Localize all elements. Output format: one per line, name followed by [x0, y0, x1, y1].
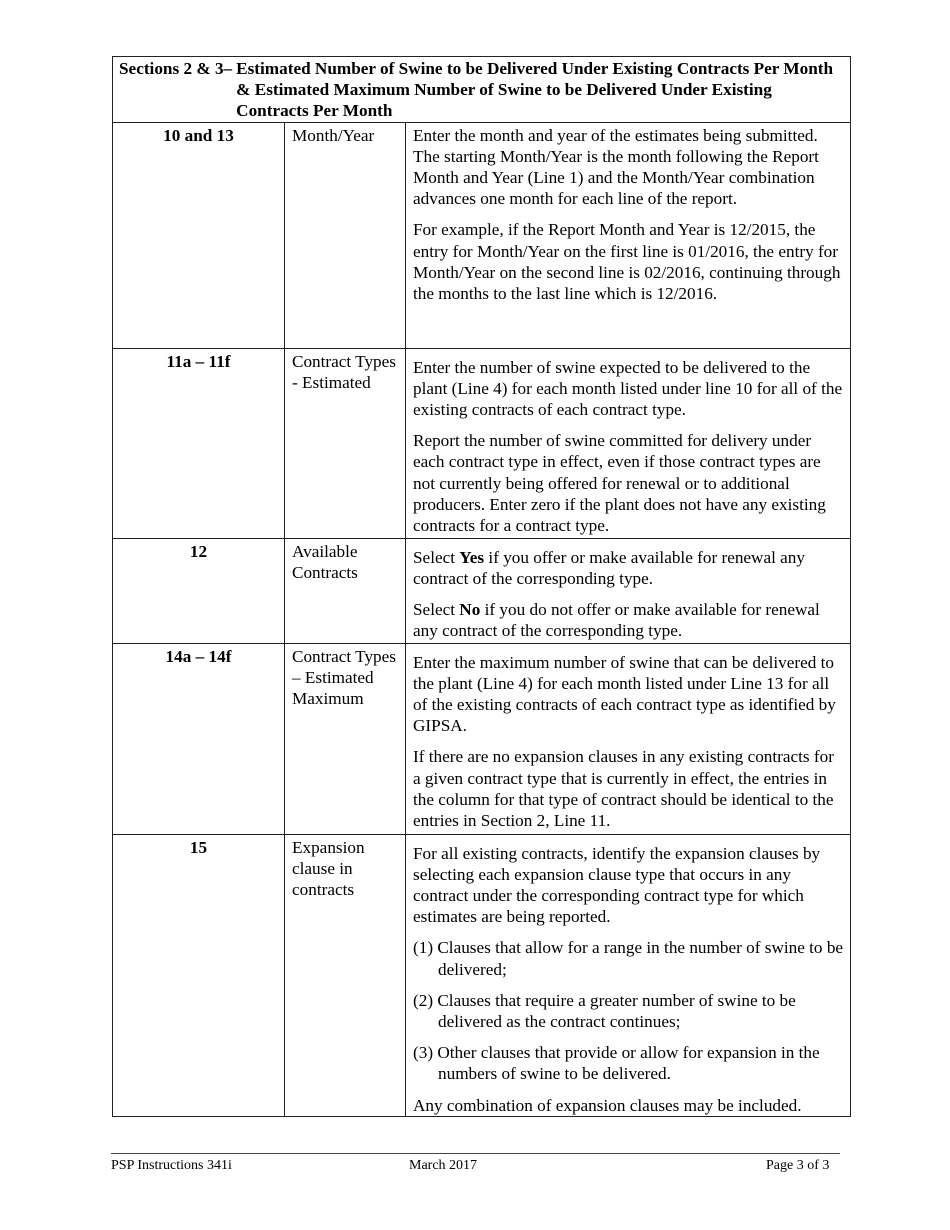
text-span: Select — [413, 600, 460, 620]
text-span: if you offer or make available for renewal any contract of the corresponding type. — [413, 547, 805, 588]
yes-label: Yes — [459, 547, 485, 567]
section-header-prefix: Sections 2 & 3– — [119, 59, 233, 78]
list-item: (1) Clauses that allow for a range in the number of swine to be delivered; — [413, 938, 844, 979]
footer-date: March 2017 — [409, 1158, 478, 1173]
section-header-row — [113, 57, 851, 123]
field-description — [406, 643, 851, 834]
footer-page-number: Page 3 of 3 — [766, 1158, 830, 1173]
section-header — [113, 57, 851, 123]
list-item: (3) Other clauses that provide or allow for expansion in the numbers of swine to be delivered. — [413, 1043, 820, 1084]
list-item: (2) Clauses that require a greater number of swine to be delivered as the contract continues; — [413, 990, 796, 1032]
footer-document-id: PSP Instructions 341i — [111, 1158, 232, 1173]
description-paragraph: Report the number of swine committed for delivery under each contract type in effect, even if those contract types are not currently being offered for renewal or to additional producers. Enter zero if the plant does not have any existing contracts for a contract type. — [413, 431, 826, 536]
field-name: Contract Types - Estimated — [285, 348, 406, 538]
line-number: 12 — [113, 538, 285, 643]
field-name: Contract Types – Estimated Maximum — [285, 643, 406, 834]
field-name: Month/Year — [285, 122, 406, 348]
table-row — [113, 834, 851, 1116]
section-header-title: Estimated Number of Swine to be Delivered Under Existing Contracts Per Month & Estimated Maximum Number of Swine to be Delivered Under Existing Contracts Per Month — [236, 59, 834, 121]
text-span: Select — [413, 547, 460, 567]
field-description — [406, 538, 851, 643]
description-paragraph: Enter the month and year of the estimates being submitted. The starting Month/Year is the month following the Report Month and Year (Line 1) and the Month/Year combination advances one month for each line of the report. — [413, 125, 819, 209]
field-description — [406, 834, 851, 1116]
description-paragraph: For all existing contracts, identify the expansion clauses by selecting each expansion clause type that occurs in any contract under the corresponding contract type for which estimates are being reported. — [413, 843, 821, 927]
description-paragraph: Any combination of expansion clauses may be included. — [413, 1095, 802, 1115]
line-number: 11a – 11f — [113, 348, 285, 538]
field-name: Available Contracts — [285, 538, 406, 643]
table-row — [113, 643, 851, 834]
description-paragraph: For example, if the Report Month and Year is 12/2015, the entry for Month/Year on the first line is 01/2016, the entry for Month/Year on the second line is 02/2016, continuing through the months to the last line which is 12/2016. — [413, 220, 841, 304]
field-description — [406, 348, 851, 538]
text-span: if you do not offer or make available for renewal any contract of the corresponding type. — [413, 600, 820, 641]
footer-divider — [111, 1153, 840, 1154]
description-paragraph — [413, 547, 844, 589]
description-paragraph: Enter the maximum number of swine that can be delivered to the plant (Line 4) for each month listed under Line 13 for all of the existing contracts of each contract type as identified by GIPSA. — [413, 652, 836, 736]
table-row — [113, 348, 851, 538]
description-paragraph: Enter the number of swine expected to be delivered to the plant (Line 4) for each month listed under line 10 for all of the existing contracts of each contract type. — [413, 357, 843, 420]
field-name: Expansion clause in contracts — [285, 834, 406, 1116]
table-row — [113, 538, 851, 643]
no-label: No — [459, 600, 481, 620]
table-row — [113, 122, 851, 348]
field-description — [406, 122, 851, 348]
description-paragraph: If there are no expansion clauses in any existing contracts for a given contract type that is currently in effect, the entries in the column for that type of contract should be identical to the entries in Section 2, Line 11. — [413, 747, 834, 831]
line-number: 10 and 13 — [113, 122, 285, 348]
description-paragraph — [413, 599, 844, 641]
line-number: 14a – 14f — [113, 643, 285, 834]
instructions-table — [112, 56, 851, 1117]
line-number: 15 — [113, 834, 285, 1116]
